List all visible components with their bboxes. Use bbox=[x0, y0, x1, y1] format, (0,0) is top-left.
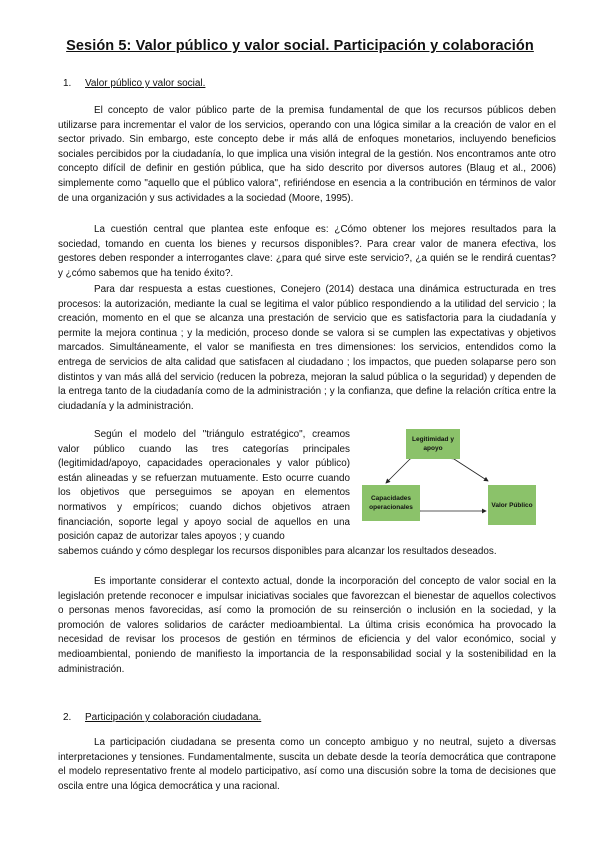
paragraph: Según el modelo del "triángulo estratégico", creamos valor público cuando las tres categorías principales (legitimidad/apoyo, capacidades operacionales y valor público) están alineadas y se refuerzan mutuamente. Esto ocurre cuando los objetivos que perseguimos se apoyan en elementos normativos y empíricos; cuando dichos objetivos atraen financiación, soporte legal y apoyo social de aquellos en una posición capaz de autorizar tales apoyos ; y cuando bbox=[58, 429, 350, 543]
box-legitimidad: Legitimidad y apoyo bbox=[406, 429, 460, 459]
paragraph: El concepto de valor público parte de la premisa fundamental de que los recursos públicos deben utilizarse para incrementar el valor de los servicios, operando con una lógica similar a la creación de valor en el sector privado. Sin embargo, este concepto debe ir más allá de enfoques monetarios, incluyendo beneficios sociales percibidos por la ciudadanía, lo que implica una visión integral de la gestión. Nos encontramos ante otro concepto difícil de definir en gestión pública, que ha sido descrito por diversos autores (Blaug et al., 2006) simplemente como "aquello que el público valora", refiriéndose en esencia a la contribución en términos de valor de una organización y sus actividades a la sociedad (Moore, 1995). bbox=[58, 105, 556, 204]
box-valor-publico: Valor Público bbox=[488, 485, 536, 525]
paragraph: Para dar respuesta a estas cuestiones, Conejero (2014) destaca una dinámica estructurada en tres procesos: la autorización, mediante la cual se legitima el valor público respondiendo a la utilidad del servicio ; la creación, momento en el que se alcanza una prestación de servicio que es satisfactoria para la ciudadanía y permite la mejora continua ; y la medición, proceso donde se valora si se cumplen las expectativas y objetivos marcados. Simultáneamente, el valor se manifiesta en tres dimensiones: los servicios, entendidos como la entrega de servicios de alta calidad que satisfacen al ciudadano ; los impactos, que pueden solaparse pero son distintos y van más allá del servicio (reducen la pobreza, mejoran la salud pública o la seguridad) y dependen de la entrega tanto de la ciudadanía como de la administración ; y la confianza, que define la relación crítica entre la ciudadanía y la administración. bbox=[58, 284, 556, 412]
section-1-heading bbox=[63, 76, 205, 91]
strategic-triangle-diagram bbox=[362, 425, 536, 535]
paragraph: sabemos cuándo y cómo desplegar los recursos disponibles para alcanzar los resultados deseados. bbox=[58, 546, 497, 557]
section-title: Valor público y valor social. bbox=[85, 78, 206, 89]
section-number: 2. bbox=[63, 712, 72, 723]
section-title: Participación y colaboración ciudadana. bbox=[85, 712, 262, 723]
paragraph: La participación ciudadana se presenta como un concepto ambiguo y no neutral, sujeto a diversas interpretaciones y tensiones. Fundamentalmente, suscita un debate desde la teoría democrática que contrapone el modelo representativo frente al modelo participativo, así como una discusión sobre la toma de decisiones que oscila entre una lógica democrática y una racional. bbox=[58, 737, 556, 792]
section-number: 1. bbox=[63, 78, 72, 89]
arrow-top-right bbox=[454, 459, 488, 481]
box-capacidades: Capacidades operacionales bbox=[362, 485, 420, 521]
arrow-top-left bbox=[386, 459, 410, 483]
section-2-heading bbox=[63, 710, 261, 725]
paragraph: La cuestión central que plantea este enfoque es: ¿Cómo obtener los mejores resultados para la sociedad, tomando en cuenta los bienes y recursos disponibles?. Para crear valor de manera efectiva, los gestores deben responder a interrogantes clave: ¿para qué sirve este servicio?, ¿a quién se le rendirá cuentas? y ¿cómo sabemos que ha tenido éxito?. bbox=[58, 224, 556, 279]
page-title: Sesión 5: Valor público y valor social. Participación y colaboración bbox=[66, 38, 534, 54]
paragraph: Es importante considerar el contexto actual, donde la incorporación del concepto de valor social en la legislación pretende reconocer e impulsar iniciativas sociales que favorezcan el bienestar de aquellos colectivos o personas menos favorecidas, así como la promoción de su reinserción o inclusión en la sociedad, y la promoción de valores solidarios de carácter medioambiental. La última crisis económica ha provocado la necesidad de revisar los procesos de gestión en términos de eficiencia y del valor económico, social y medioambiental, poniendo de manifiesto la importancia de la responsabilidad social y la sostenibilidad en la administración. bbox=[58, 576, 556, 675]
